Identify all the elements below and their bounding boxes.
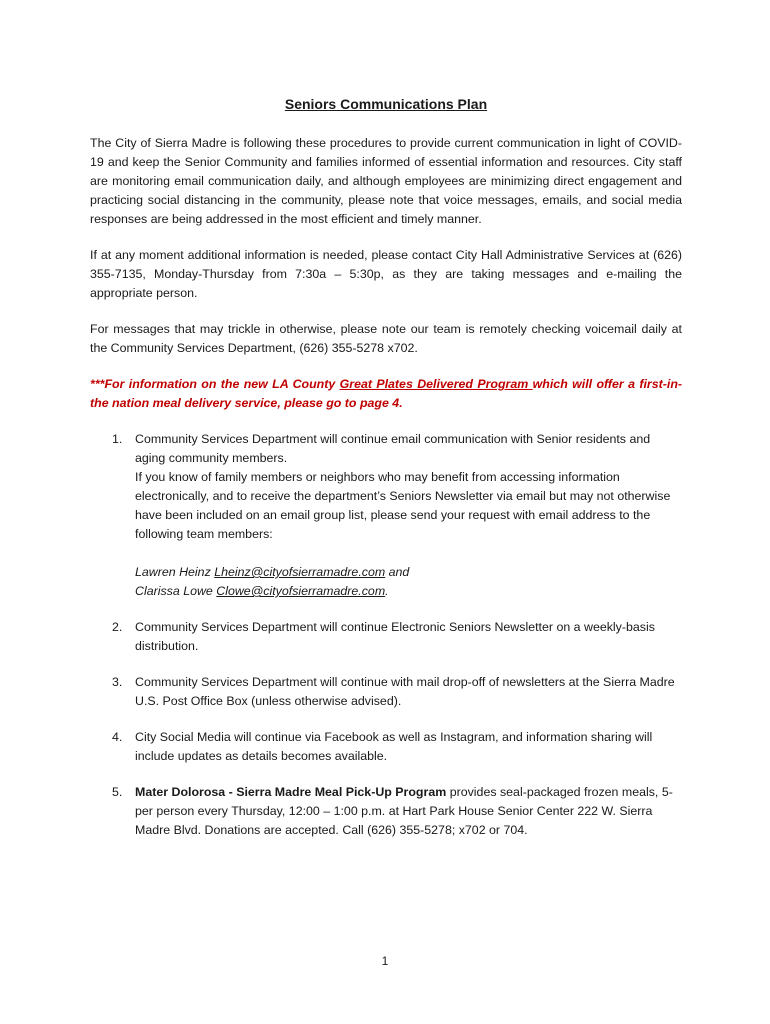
list-number: 2. bbox=[112, 620, 123, 634]
list-item bbox=[90, 783, 682, 840]
contact-line-1 bbox=[135, 563, 682, 582]
program-name: Mater Dolorosa - Sierra Madre Meal Pick-Up Program bbox=[135, 785, 447, 799]
list-number: 1. bbox=[112, 432, 123, 446]
notice-prefix: ***For information on the new LA County bbox=[90, 377, 340, 391]
list-item bbox=[90, 673, 682, 711]
contact-line-2 bbox=[135, 582, 682, 601]
contact-paragraph: If at any moment additional information is needed, please contact City Hall Administrative Services at (626) 355-7135, Monday-Thursday from 7:30a – 5:30p, as they are taking messages and e-mailing the appropriate person. bbox=[90, 248, 682, 300]
list-item-text: Community Services Department will continue with mail drop-off of newsletters at the Sierra Madre U.S. Post Office Box (unless otherwise advised). bbox=[135, 675, 675, 708]
contact-end: . bbox=[385, 584, 389, 598]
great-plates-notice bbox=[90, 375, 682, 413]
voicemail-paragraph: For messages that may trickle in otherwise, please note our team is remotely checking voicemail daily at the Community Services Department, (626) 355-5278 x702. bbox=[90, 322, 682, 355]
list-item bbox=[90, 728, 682, 766]
list-item bbox=[90, 618, 682, 656]
list-number: 5. bbox=[112, 785, 123, 799]
spacer bbox=[135, 544, 682, 563]
list-number: 4. bbox=[112, 730, 123, 744]
list-item-text-continued: If you know of family members or neighbors who may benefit from accessing information electronically, and to receive the department’s Seniors Newsletter via email but may not otherwise have been included on an email group list, please send your request with email address to the following team members: bbox=[135, 470, 671, 541]
list-item-text: Community Services Department will continue Electronic Seniors Newsletter on a weekly-basis distribution. bbox=[135, 620, 655, 653]
list-item-text: City Social Media will continue via Facebook as well as Instagram, and information sharing will include updates as details becomes available. bbox=[135, 730, 653, 763]
numbered-list bbox=[90, 430, 682, 840]
email-link-lheinz[interactable]: Lheinz@cityofsierramadre.com bbox=[214, 565, 386, 579]
list-number: 3. bbox=[112, 675, 123, 689]
page-number: 1 bbox=[381, 954, 389, 968]
contact-name: Clarissa Lowe bbox=[135, 584, 217, 598]
contact-name: Lawren Heinz bbox=[135, 565, 215, 579]
contact-and: and bbox=[385, 565, 410, 579]
list-item bbox=[90, 430, 682, 601]
page-title: Seniors Communications Plan bbox=[284, 96, 488, 112]
email-link-clowe[interactable]: Clowe@cityofsierramadre.com bbox=[216, 584, 386, 598]
list-item-text: provides seal-packaged frozen meals, 5-per person every Thursday, 12:00 – 1:00 p.m. at Hart Park House Senior Center 222 W. Sierra Madre Blvd. Donations are accepted. Call (626) 355-5278; x702 or 704. bbox=[135, 785, 673, 837]
document-body bbox=[90, 96, 682, 857]
great-plates-link[interactable]: Great Plates Delivered Program bbox=[339, 377, 533, 391]
list-item-text: Community Services Department will continue email communication with Senior residents and aging community members. bbox=[135, 432, 651, 465]
notice-suffix: which will offer a first-in-the nation meal delivery service, please go to page 4. bbox=[90, 377, 683, 410]
intro-paragraph: The City of Sierra Madre is following these procedures to provide current communication in light of COVID-19 and keep the Senior Community and families informed of essential information and resources. City staff are monitoring email communication daily, and although employees are minimizing direct engagement and practicing social distancing in the community, please note that voice messages, emails, and social media responses are being addressed in the most efficient and timely manner. bbox=[90, 136, 682, 226]
